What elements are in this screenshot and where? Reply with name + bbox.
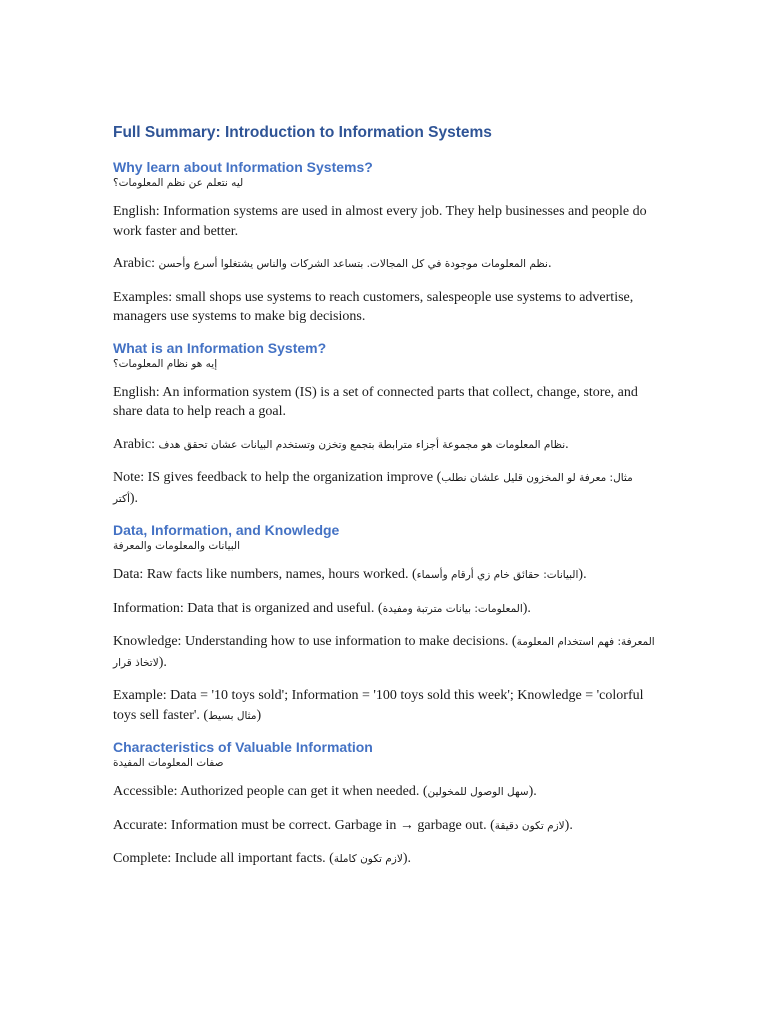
section-heading-arabic: ليه نتعلم عن نظم المعلومات؟: [113, 177, 244, 189]
document-title: Full Summary: Introduction to Information Systems: [113, 124, 492, 141]
section-data-info-knowledge: [113, 522, 656, 726]
paragraph-accurate: Accurate: Information must be correct. Garbage in → garbage out. (لازم تكون دقيقة).: [113, 817, 573, 833]
paragraph-english: English: Information systems are used in almost every job. They help businesses and people do work faster and better.: [113, 204, 647, 239]
section-heading-arabic: صفات المعلومات المفيدة: [113, 757, 224, 769]
paragraph-data: Data: Raw facts like numbers, names, hours worked. (البيانات: حقائق خام زي أرقام وأسماء).: [113, 567, 587, 582]
section-heading: Characteristics of Valuable Information: [113, 739, 373, 755]
section-heading-arabic: إيه هو نظام المعلومات؟: [113, 357, 218, 370]
section-what-is-is: [113, 340, 656, 510]
paragraph-example: Example: Data = '10 toys sold'; Information = '100 toys sold this week'; Knowledge = 'colorful toys sell faster'. (مثال بسيط): [113, 688, 644, 723]
section-heading: Why learn about Information Systems?: [113, 159, 373, 175]
section-heading-arabic: البيانات والمعلومات والمعرفة: [113, 540, 241, 552]
paragraph-arabic: Arabic: نظم المعلومات موجودة في كل المجالات. بتساعد الشركات والناس يشتغلوا أسرع وأحسن.: [113, 256, 552, 271]
paragraph-accessible: Accessible: Authorized people can get it when needed. (سهل الوصول للمخولين).: [113, 784, 537, 799]
paragraph-note: Note: IS gives feedback to help the organization improve (مثال: معرفة لو المخزون قليل علشان نطلب أكتر).: [113, 470, 633, 506]
section-why-learn: [113, 159, 656, 327]
paragraph-information: Information: Data that is organized and useful. (المعلومات: بيانات مترتبة ومفيدة).: [113, 600, 531, 616]
paragraph-arabic: Arabic: نظام المعلومات هو مجموعة أجزاء مترابطة بتجمع وتخزن وتستخدم البيانات عشان تحقق هدف.: [113, 436, 569, 452]
section-characteristics: [113, 739, 656, 870]
paragraph-examples: Examples: small shops use systems to reach customers, salespeople use systems to advertise, managers use systems to make big decisions.: [113, 289, 634, 324]
paragraph-complete: Complete: Include all important facts. (لازم تكون كاملة).: [113, 851, 412, 866]
section-heading: Data, Information, and Knowledge: [113, 522, 340, 538]
paragraph-english: English: An information system (IS) is a set of connected parts that collect, change, store, and share data to help reach a goal.: [113, 384, 638, 419]
paragraph-knowledge: Knowledge: Understanding how to use information to make decisions. (المعرفة: فهم استخدام المعلومة لاتخاذ قرار).: [113, 634, 655, 670]
section-heading: What is an Information System?: [113, 339, 327, 356]
